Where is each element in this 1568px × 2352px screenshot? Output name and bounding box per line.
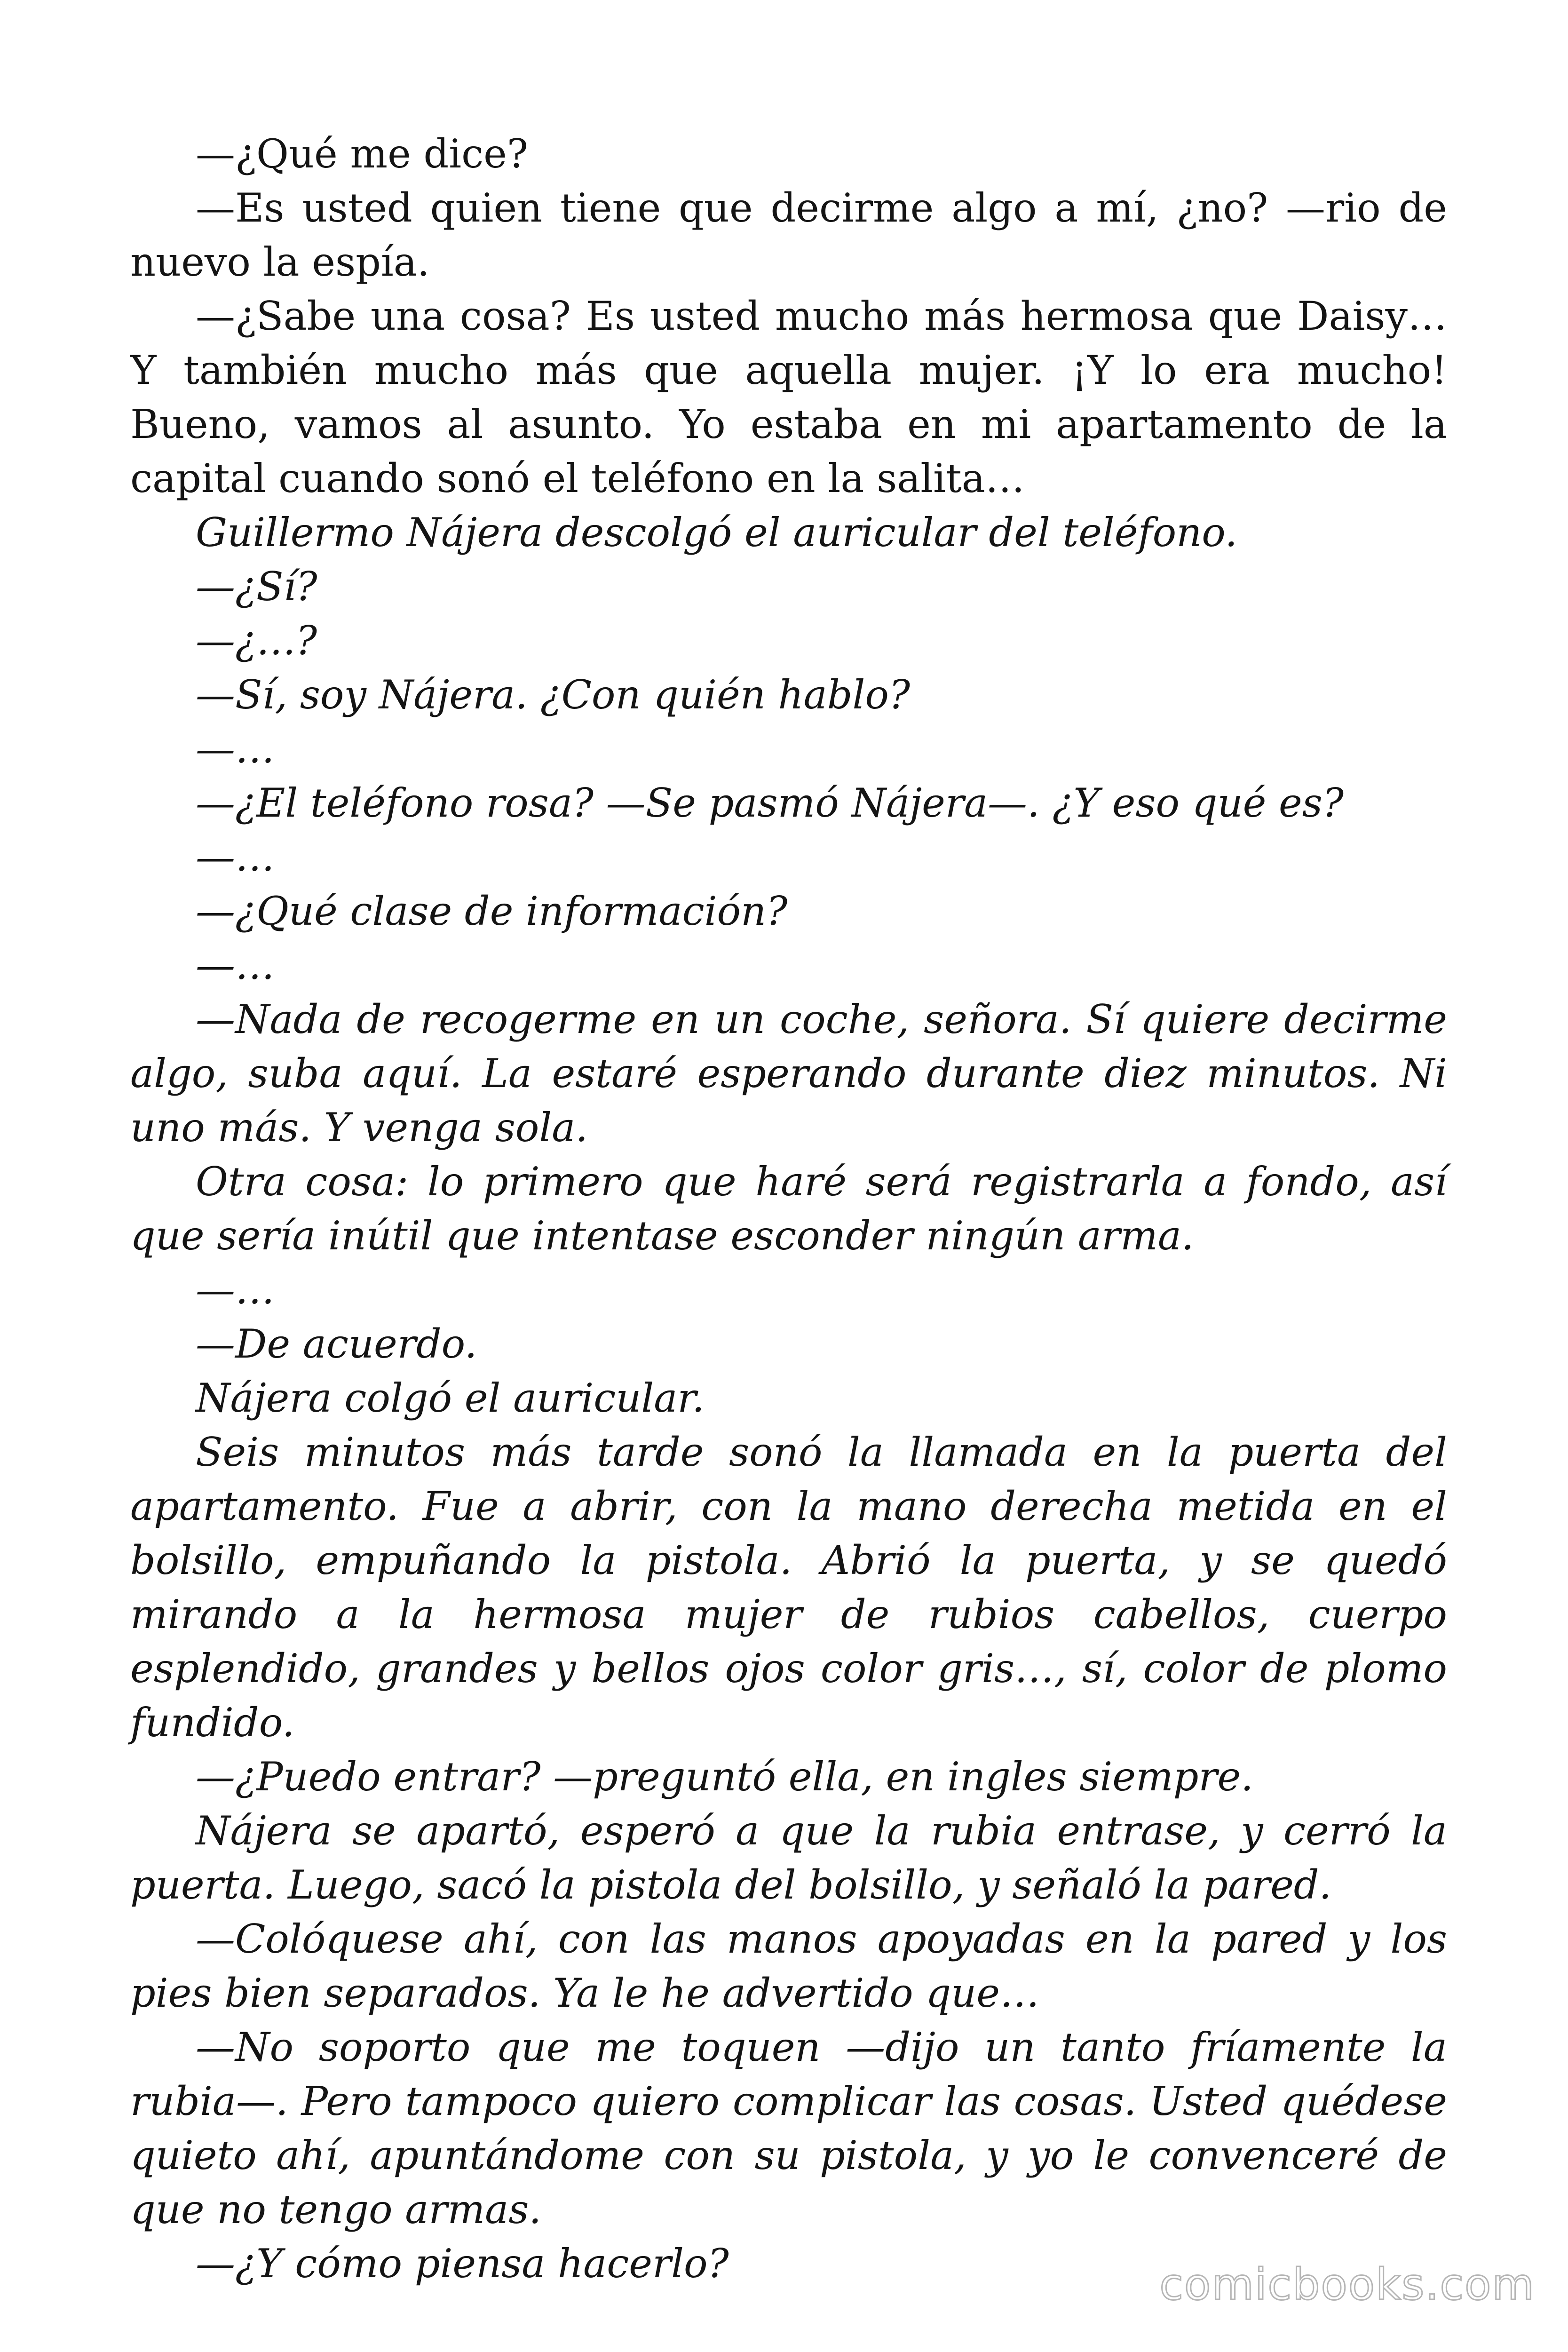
watermark-logo: comicbooks.com (1159, 2259, 1535, 2310)
paragraph-italic: —¿…? (196, 618, 317, 664)
paragraph-italic: —¿Y cómo piensa hacerlo? (196, 2241, 729, 2287)
paragraph-italic: —Sí, soy Nájera. ¿Con quién hablo? (196, 672, 910, 718)
paragraph-italic: —¿El teléfono rosa? —Se pasmó Nájera—. ¿Y eso qué es? (196, 780, 1344, 826)
paragraph-italic: Nájera se apartó, esperó a que la rubia entrase, y cerró la puerta. Luego, sacó la pistola del bolsillo, y señaló la pared. (130, 1808, 1447, 1908)
paragraph-italic: —… (196, 726, 275, 772)
paragraph-italic: —¿Sí? (196, 564, 317, 610)
paragraph-italic: —… (196, 942, 275, 988)
paragraph: —¿Sabe una cosa? Es usted mucho más hermosa que Daisy… Y también mucho más que aquella mujer. ¡Y lo era mucho! Bueno, vamos al asunto. Yo estaba en mi apartamento de la capital cuando sonó el teléfono en la salita… (130, 293, 1447, 501)
paragraph: —Es usted quien tiene que decirme algo a mí, ¿no? —rio de nuevo la espía. (130, 185, 1447, 285)
paragraph-italic: —… (196, 834, 275, 880)
paragraph-italic: Otra cosa: lo primero que haré será registrarla a fondo, así que sería inútil que intentase esconder ningún arma. (130, 1159, 1447, 1259)
paragraph-italic: Seis minutos más tarde sonó la llamada en la puerta del apartamento. Fue a abrir, con la mano derecha metida en el bolsillo, empuñando la pistola. Abrió la puerta, y se quedó mirando a la hermosa mujer de rubios cabellos, cuerpo esplendido, grandes y bellos ojos color gris…, sí, color de plomo fundido. (130, 1429, 1447, 1746)
paragraph: —¿Qué me dice? (196, 131, 528, 177)
page-body (130, 127, 1447, 2291)
paragraph-italic: Guillermo Nájera descolgó el auricular del teléfono. (196, 509, 1238, 556)
paragraph-italic: Nájera colgó el auricular. (196, 1375, 705, 1421)
paragraph-italic: —De acuerdo. (196, 1321, 477, 1367)
paragraph-italic: —¿Qué clase de información? (196, 888, 788, 934)
paragraph-italic: —¿Puedo entrar? —preguntó ella, en ingles siempre. (196, 1754, 1253, 1800)
paragraph-italic: —… (196, 1267, 275, 1313)
paragraph-italic: —Nada de recogerme en un coche, señora. Sí quiere decirme algo, suba aquí. La estaré esperando durante diez minutos. Ni uno más. Y venga sola. (130, 996, 1447, 1151)
paragraph-italic: —Colóquese ahí, con las manos apoyadas en la pared y los pies bien separados. Ya le he advertido que… (130, 1916, 1447, 2016)
paragraph-italic: —No soporto que me toquen —dijo un tanto fríamente la rubia—. Pero tampoco quiero complicar las cosas. Usted quédese quieto ahí, apuntándome con su pistola, y yo le convenceré de que no tengo armas. (130, 2024, 1447, 2233)
